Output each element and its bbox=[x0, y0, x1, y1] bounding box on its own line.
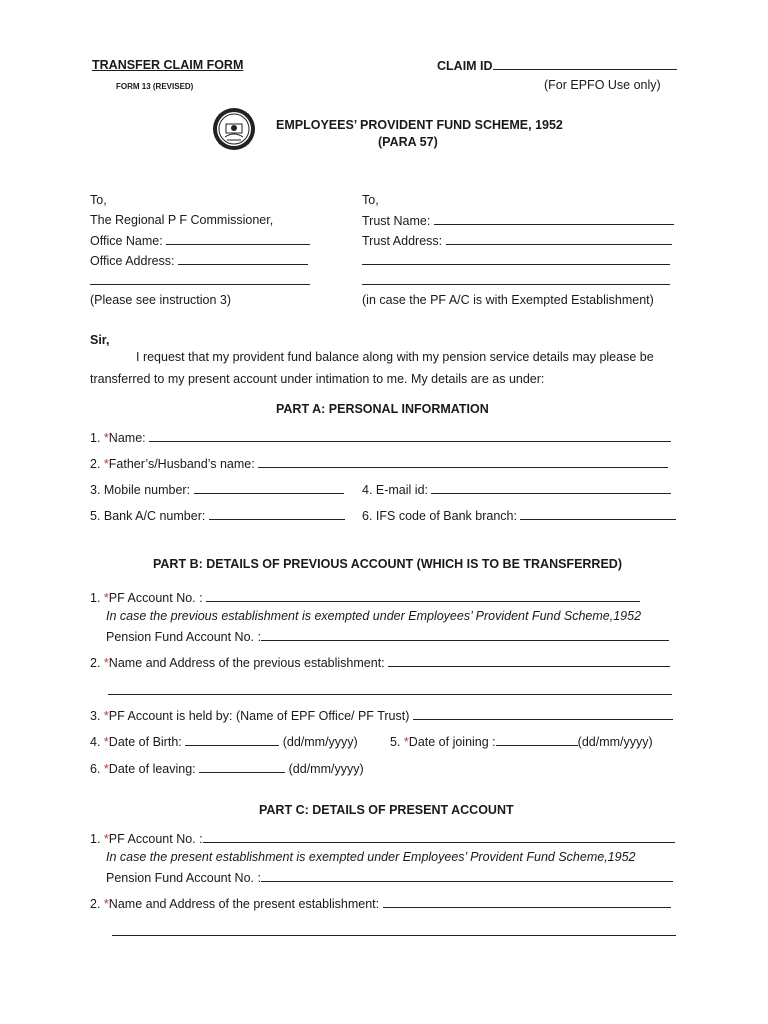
dol-line bbox=[199, 761, 285, 773]
required-star: * bbox=[403, 735, 409, 749]
dob-label: Date of Birth: bbox=[108, 735, 182, 749]
trust-address-field[interactable] bbox=[362, 233, 672, 248]
to-right: To, bbox=[362, 193, 379, 207]
field-number: 1. bbox=[90, 591, 101, 605]
present-pension-label: Pension Fund Account No. : bbox=[106, 871, 261, 885]
required-star: * bbox=[103, 897, 109, 911]
present-establishment-label: Name and Address of the present establishment: bbox=[108, 897, 380, 911]
pf-held-by-label: PF Account is held by: (Name of EPF Office/ PF Trust) bbox=[108, 709, 410, 723]
field-number: 2. bbox=[90, 457, 101, 471]
trust-name-label: Trust Name: bbox=[362, 214, 431, 228]
doj-line bbox=[496, 734, 578, 746]
trust-address-line3 bbox=[362, 273, 670, 285]
field-number: 5. bbox=[390, 735, 401, 749]
dol-format: (dd/mm/yyyy) bbox=[288, 762, 364, 776]
form-title: TRANSFER CLAIM FORM bbox=[92, 58, 244, 72]
present-pension-line bbox=[261, 870, 673, 882]
trust-name-line bbox=[434, 213, 674, 225]
father-husband-name-field[interactable] bbox=[90, 456, 668, 471]
father-husband-line bbox=[258, 456, 668, 468]
office-address-line-2[interactable] bbox=[90, 273, 310, 288]
ifsc-line bbox=[520, 508, 676, 520]
prev-pf-account-field[interactable] bbox=[90, 590, 640, 605]
part-a-heading: PART A: PERSONAL INFORMATION bbox=[276, 402, 489, 416]
bank-account-label: 5. Bank A/C number: bbox=[90, 509, 206, 523]
prev-establishment-line2 bbox=[108, 683, 672, 695]
prev-establishment-field[interactable] bbox=[90, 655, 670, 670]
office-name-label: Office Name: bbox=[90, 234, 163, 248]
instruction-note: (Please see instruction 3) bbox=[90, 293, 232, 307]
dob-format: (dd/mm/yyyy) bbox=[282, 735, 358, 749]
para-number: (PARA 57) bbox=[378, 135, 438, 149]
trust-name-field[interactable] bbox=[362, 213, 674, 228]
field-number: 4. bbox=[90, 735, 101, 749]
exempted-note: (in case the PF A/C is with Exempted Establishment) bbox=[362, 293, 654, 307]
trust-address-label: Trust Address: bbox=[362, 234, 443, 248]
pf-held-by-field[interactable] bbox=[90, 708, 673, 723]
office-address-field[interactable] bbox=[90, 253, 308, 268]
part-b-heading: PART B: DETAILS OF PREVIOUS ACCOUNT (WHICH IS TO BE TRANSFERRED) bbox=[153, 557, 622, 571]
prev-establishment-line-2[interactable] bbox=[108, 683, 672, 698]
office-name-field[interactable] bbox=[90, 233, 310, 248]
required-star: * bbox=[103, 591, 109, 605]
doj-field[interactable] bbox=[390, 734, 653, 749]
salutation: Sir, bbox=[90, 333, 110, 347]
name-field[interactable] bbox=[90, 430, 671, 445]
prev-pension-account-field[interactable] bbox=[106, 629, 669, 644]
ifsc-field[interactable] bbox=[362, 508, 676, 523]
dob-field[interactable] bbox=[90, 734, 358, 749]
field-number: 3. bbox=[90, 709, 101, 723]
office-address-line2 bbox=[90, 273, 310, 285]
prev-pension-label: Pension Fund Account No. : bbox=[106, 630, 261, 644]
dob-line bbox=[185, 734, 279, 746]
present-establishment-line bbox=[383, 896, 671, 908]
present-establishment-line-2[interactable] bbox=[112, 924, 676, 939]
scheme-title: EMPLOYEES’ PROVIDENT FUND SCHEME, 1952 bbox=[276, 118, 563, 132]
email-line bbox=[431, 482, 671, 494]
office-name-line bbox=[166, 233, 310, 245]
form-number: FORM 13 (REVISED) bbox=[116, 82, 194, 91]
required-star: * bbox=[103, 735, 109, 749]
prev-exempt-note: In case the previous establishment is exempted under Employees’ Provident Fund Scheme,1952 bbox=[106, 609, 642, 623]
present-pf-account-label: PF Account No. : bbox=[108, 832, 203, 846]
required-star: * bbox=[103, 832, 109, 846]
mobile-label: 3. Mobile number: bbox=[90, 483, 191, 497]
mobile-line bbox=[194, 482, 344, 494]
field-number: 1. bbox=[90, 431, 101, 445]
rpfc-line: The Regional P F Commissioner, bbox=[90, 213, 274, 227]
field-number: 6. bbox=[90, 762, 101, 776]
present-pension-account-field[interactable] bbox=[106, 870, 673, 885]
required-star: * bbox=[103, 762, 109, 776]
present-exempt-note: In case the present establishment is exempted under Employees’ Provident Fund Scheme,1952 bbox=[106, 850, 636, 864]
trust-address-line bbox=[446, 233, 672, 245]
field-number: 1. bbox=[90, 832, 101, 846]
doj-format: (dd/mm/yyyy) bbox=[577, 735, 653, 749]
office-address-label: Office Address: bbox=[90, 254, 175, 268]
body-line-2: transferred to my present account under intimation to me. My details are as under: bbox=[90, 372, 545, 386]
mobile-field[interactable] bbox=[90, 482, 344, 497]
bank-account-field[interactable] bbox=[90, 508, 345, 523]
required-star: * bbox=[103, 457, 109, 471]
bank-account-line bbox=[209, 508, 345, 520]
epfo-emblem-icon bbox=[212, 107, 256, 151]
dol-field[interactable] bbox=[90, 761, 364, 776]
name-line bbox=[149, 430, 671, 442]
present-pf-account-line bbox=[203, 831, 675, 843]
prev-establishment-label: Name and Address of the previous establishment: bbox=[108, 656, 385, 670]
prev-pf-account-label: PF Account No. : bbox=[108, 591, 203, 605]
ifsc-label: 6. IFS code of Bank branch: bbox=[362, 509, 517, 523]
to-left: To, bbox=[90, 193, 107, 207]
pf-held-by-line bbox=[413, 708, 673, 720]
name-label: Name: bbox=[108, 431, 146, 445]
prev-establishment-line bbox=[388, 655, 670, 667]
email-label: 4. E-mail id: bbox=[362, 483, 428, 497]
prev-pension-line bbox=[261, 629, 669, 641]
office-address-line bbox=[178, 253, 308, 265]
email-field[interactable] bbox=[362, 482, 671, 497]
trust-address-line-3[interactable] bbox=[362, 273, 670, 288]
body-line-1: I request that my provident fund balance along with my pension service details may please be bbox=[136, 350, 654, 364]
field-number: 2. bbox=[90, 897, 101, 911]
prev-pf-account-line bbox=[206, 590, 640, 602]
present-pf-account-field[interactable] bbox=[90, 831, 675, 846]
claim-id-label: CLAIM ID bbox=[437, 59, 493, 73]
required-star: * bbox=[103, 709, 109, 723]
claim-id-line bbox=[493, 58, 677, 70]
required-star: * bbox=[103, 656, 109, 670]
claim-id-field[interactable] bbox=[437, 58, 677, 73]
epfo-note: (For EPFO Use only) bbox=[544, 78, 661, 92]
trust-address-line-2[interactable] bbox=[362, 253, 670, 268]
father-husband-label: Father’s/Husband’s name: bbox=[108, 457, 255, 471]
present-establishment-line2 bbox=[112, 924, 676, 936]
part-c-heading: PART C: DETAILS OF PRESENT ACCOUNT bbox=[259, 803, 514, 817]
doj-label: Date of joining : bbox=[408, 735, 496, 749]
field-number: 2. bbox=[90, 656, 101, 670]
dol-label: Date of leaving: bbox=[108, 762, 196, 776]
trust-address-line2 bbox=[362, 253, 670, 265]
present-establishment-field[interactable] bbox=[90, 896, 671, 911]
required-star: * bbox=[103, 431, 109, 445]
